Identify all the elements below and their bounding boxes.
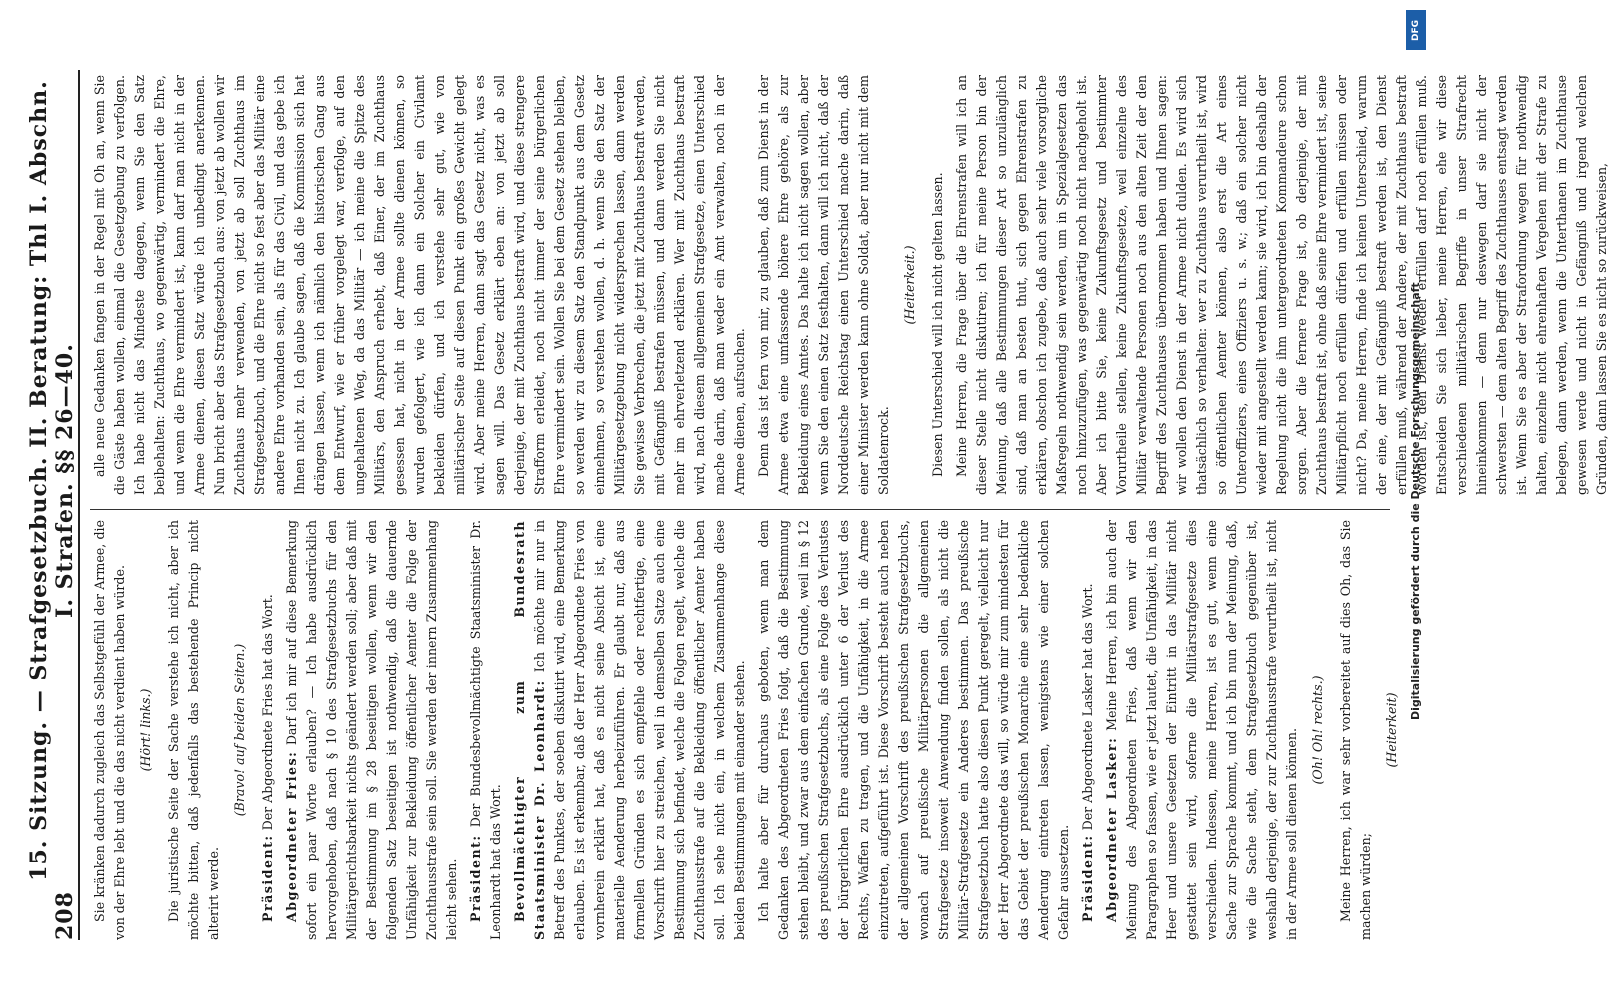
text-paragraph bbox=[754, 75, 894, 495]
stage-direction: (Oh! Oh! rechts.) bbox=[1310, 675, 1325, 785]
paragraph-text: Denn das ist fern von mir, zu glauben, daß zum Dienst in der Armee etwa eine umfassende höhere Ehre gehöre, als zur Bekleidung eines Amtes. Das halte ich nicht sagen wollen, aber wenn Sie den einen Satz festhalten, dann will ich nicht, daß der Norddeutsche Reichstag einen Unterschied mache darin, daß einer Minister werden kann ohne Soldat, aber nur nicht mit dem Soldatenrock. bbox=[756, 75, 891, 495]
text-paragraph bbox=[952, 75, 1612, 495]
speaker-name: Abgeordneter Lasker: bbox=[1104, 736, 1119, 922]
speaker-name: Präsident: bbox=[468, 834, 483, 922]
stage-direction: (Hört! links.) bbox=[138, 688, 153, 772]
page-title: 15. Sitzung. — Strafgesetzbuch. II. Beratung: Thl I. Abschn. I. Strafen. §§ 26—40. bbox=[26, 80, 78, 881]
paragraph-text: Diesen Unterschied will ich nicht gelten lassen. bbox=[930, 172, 945, 477]
paragraph-text: Meine Herren, ich war sehr vorbereitet auf dies Oh, das Sie machen würden; bbox=[1338, 520, 1373, 940]
text-column-right bbox=[90, 75, 1609, 495]
speaker-name: Präsident: bbox=[260, 834, 275, 922]
speech-paragraph bbox=[510, 520, 750, 940]
stage-direction: (Bravo! auf beiden Seiten.) bbox=[232, 643, 247, 817]
speech-paragraph bbox=[1078, 520, 1098, 940]
speech-paragraph bbox=[282, 520, 462, 940]
speech-paragraph bbox=[1102, 520, 1302, 940]
column-divider bbox=[90, 509, 1390, 510]
dfg-logo: DFG bbox=[1406, 10, 1426, 50]
paragraph-text: Der Bundesbevollmächtigte Staatsminister Dr. Leonhardt hat das Wort. bbox=[468, 520, 503, 940]
text-paragraph bbox=[90, 520, 130, 940]
text-paragraph bbox=[164, 520, 224, 940]
stage-direction: (Heiterkeit.) bbox=[902, 245, 917, 325]
text-column-left bbox=[90, 520, 1399, 940]
page-header bbox=[26, 70, 80, 940]
paragraph-text: Sie kränken dadurch zugleich das Selbstgefühl der Armee, die von der Ehre lebt und die das nicht verdient haben würde. bbox=[92, 520, 127, 940]
funding-note: Digitalisierung gefördert durch die Deutsche Forschungsgemeinschaft bbox=[1409, 282, 1422, 720]
paragraph-text: Ich halte aber für durchaus geboten, wenn man dem Gedanken des Abgeordneten Fries folgt, daß die Bestimmung stehen bleibt, und zwar aus dem einfachen Grunde, weil im § 12 des preußischen Strafgesetzbuchs, als eine Folge des Verlustes der bürgerlichen Ehre ausdrücklich unter 6 der Verlust des Rechts, Waffen zu tragen, und die Unfähigkeit, in die Armee einzutreten, aufgeführt ist. Diese Vorschrift besteht auch neben der allgemeinen Vorschrift des preußischen Strafgesetzbuchs, wonach auf preußische Militärpersonen die allgemeinen Strafgesetze insoweit Anwendung finden sollen, als nicht die Militär-Strafgesetze ein Anderes bestimmen. Das preußische Strafgesetzbuch hatte also diesen Punkt geregelt, vielleicht nur der Herr Abgeordnete das will, so würde mir zum mindesten für das Gebiet der preußischen Monarchie eine sehr bedenkliche Aenderung eintreten lassen, wenigstens wie einer solchen Gefahr aussetzen. bbox=[756, 520, 1071, 940]
paragraph-text: Der Abgeordnete Fries hat das Wort. bbox=[260, 594, 275, 831]
page-number: 208 bbox=[52, 891, 78, 940]
paragraph-text: Die juristische Seite der Sache verstehe ich nicht, aber ich möchte bitten, daß jedenfalls das bestehende Princip nicht alterirt werde. bbox=[166, 520, 221, 940]
stage-direction: (Heiterkeit) bbox=[1384, 692, 1399, 768]
speaker-name: Bevollmächtigter zum Bundesrath Staatsminister Dr. Leonhardt: bbox=[512, 520, 547, 940]
paragraph-text: Meine Herren, ich bin auch der Meinung des Abgeordneten Fries, daß wenn wir den Paragraphen so fassen, wie er jetzt lautet, die Unfähigkeit, in das Heer und unsere Gesetzen der Eintritt in das Militär nicht gestattet sein wird, soferne die Militärstrafgesetze dies verschieden. Indessen, meine Herren, ist es gut, wenn eine Sache zur Sprache kommt, und ich bin nun der Meinung, daß, wie die Sache steht, dem Strafgesetzbuch gegenüber ist, weshalb derjenige, der zur Zuchthausstrafe verurtheilt ist, nicht in der Armee soll dienen können. bbox=[1104, 520, 1299, 940]
paragraph-text: Ich möchte mir nur in Betreff des Punktes, der soeben diskutirt wird, eine Bemerkung erlauben. Es ist erkennbar, daß der Herr Abgeordnete Fries von vornherein erklärt hat, daß es nicht seine Absicht ist, eine materielle Aenderung herbeizuführen. Er glaubt nur, daß aus formellen Gründen es sich empfehle oder rechtfertige, eine Vorschrift hier zu streichen, weil in demselben Satze auch eine Bestimmung sich befindet, welche die Folgen regelt, welche die Zuchthausstrafe auf die Bekleidung öffentlicher Aemter haben soll. Ich sehe nicht ein, in welchem Zusammenhange diese beiden Bestimmungen mit einander stehen. bbox=[532, 520, 747, 940]
paragraph-text: Der Abgeordnete Lasker hat das Wort. bbox=[1080, 583, 1095, 831]
paragraph-text: Darf ich mir auf diese Bemerkung sofort ein paar Worte erlauben? — Ich habe ausdrücklich hervorgehoben, daß nach § 10 des Strafgesetzbuchs für den Militärgerichtsbarkeit nichts geändert werden soll; aber daß mit der Bestimmung im § 28 beseitigen wollen, wenn wir den folgenden Satz beseitigen ist nothwendig, daß die dauernde Unfähigkeit zur Bekleidung öffentlicher Aemter die Folge der Zuchthausstrafe sein soll. Sie werden der innern Zusammenhang leicht sehen. bbox=[284, 520, 459, 940]
digitization-note bbox=[1400, 0, 1432, 1000]
speaker-name: Präsident: bbox=[1080, 834, 1095, 922]
paragraph-text: Meine Herren, die Frage über die Ehrenstrafen will ich an dieser Stelle nicht diskutiren; ich für meine Person bin der Meinung, daß alle Bestimmungen dieser Art so unzulänglich sind, daß man an besten thut, sich gegen Ehrenstrafen zu erklären, obschon ich zugebe, daß auch sehr viele vorsorgliche Maßregeln nothwendig sein werden, um in Spezialgesetzen das noch hinzuzufügen, was gegenwärtig noch nicht nachgeholt ist. Aber ich bitte Sie, keine Zukunftsgesetz und bestimmter Vorurtheile stellen, keine Zukunftsgesetze, weil einzelne des Militär verwaltende Personen noch aus den alten Zeit der den Begriff des Zuchthauses übernommen haben und Ihnen sagen: wir wollen den Dienst in der Armee nicht dulden. Es wird sich thatsächlich so verhalten: wer zu Zuchthaus verurtheilt ist, wird so öffentlichen Aemter können, also erst die Art eines Unteroffiziers, eines Offiziers u. s. w.; daß ein solcher nicht wieder mit angestellt werden kann; sie wird, ich bin deshalb der Regelung nicht die ihm untergeordneten Kommandeure schon sorgen. Aber die fernere Frage ist, ob derjenige, der mit Zuchthaus bestraft ist, ohne daß seine Ehre vermindert ist, seine Militärpflicht noch erfüllen dürfen und erfüllen müssen oder nicht? Da, meine Herren, finde ich keinen Unterschied, warum der eine, der mit Gefängniß bestraft werden ist, den Dienst erfüllen muß, während der Andere, der mit Zuchthaus bestraft worden ist, den Dienst weder erfüllen darf noch erfüllen muß. Entscheiden Sie sich lieber, meine Herren, ehe wir diese verschiedenen militärischen Begriffe in unser Strafrecht hineinkommen — denn nur deswegen darf sie nicht der schwersten — dem alten Begriff des Zuchthauses entsagt werden ist. Wenn Sie es aber der Strafordnung wegen für nothwendig halten, einzelne nicht ehrenhaften Vergehen mit der Strafe zu belegen, dann werden, wenn die Unterthanen im Zuchthause gewesen werde und nicht in Gefängniß und irgend welchen Gründen, dann lassen Sie es nicht so zurückweisen, bbox=[954, 75, 1609, 495]
text-paragraph bbox=[1336, 520, 1376, 940]
text-paragraph bbox=[90, 75, 750, 495]
speaker-name: Abgeordneter Fries: bbox=[284, 750, 299, 922]
paragraph-text: alle neue Gedanken fangen in der Regel mit Oh an, wenn Sie die Gäste haben wollen, einmal die Gesetzgebung zu verfolgen. Ich habe nicht das Mindeste dagegen, wenn Sie den Satz beibehalten: Zuchthaus, wo gegenwärtig, vermindert die Ehre, und wenn die Ehre vermindert ist, kann darf man nicht in der Armee dienen, diesen Satz würde ich unbedingt anerkennen. Nun bricht aber das Strafgesetzbuch aus: von jetzt ab wollen wir Zuchthaus mehr verwenden, von jetzt ab soll Zuchthaus im Strafgesetzbuch, und die Ehre nicht so fest aber das Militär eine andere Ehre vorhanden sein, als für das Civil, und das gebe ich Ihnen nicht zu. Ich glaube sagen, daß die Kommission sich hat drängen lassen, wenn ich nämlich den historischen Gang aus dem Entwurf, wie er früher vorgelegt war, verfolge, auf den ungehaltenen Weg, da das Militär — ich meine die Spitze des Militärs, den Anspruch erhebt, daß Einer, der im Zuchthaus gesessen hat, nicht in der Armee sollte dienen können, so wurden gefolgert, wie ich dann ein Solcher ein Civilamt bekleiden dürfen, und ich verstehe sehr gut, wie von militärischer Seite auf diesen Punkt ein großes Gewicht gelegt wird. Aber meine Herren, dann sagt das Gesetz nicht, was es sagen will. Das Gesetz erklärt eben an: von jetzt ab soll derjenige, der mit Zuchthaus bestraft wird, und diese strengere Strafform erleidet, noch nicht immer der seine bürgerlichen Ehre vermindert sein. Wollen Sie bei dem Gesetz stehen bleiben, so werden wir zu diesem Satz den Standpunkt aus dem Gesetz einnehmen, so verstehen wollen, d. h. wenn Sie den Satz der Militärgesetzgebung nicht widersprechen lassen, dann werden Sie gewisse Verbrechen, die jetzt mit Zuchthaus bestraft werden, mit Gefängniß bestrafen müssen, und dann werden Sie nicht mehr im ehrverletzend erklären. Wer mit Zuchthaus bestraft wird, nach diesem allgemeinen Strafgesetze, einen Unterschied mache darin, daß man weder ein Amt verwalten, noch in der Armee dienen, aufsuchen. bbox=[92, 75, 747, 495]
text-paragraph bbox=[928, 75, 948, 495]
speech-paragraph bbox=[466, 520, 506, 940]
text-paragraph bbox=[754, 520, 1074, 940]
speech-paragraph bbox=[258, 520, 278, 940]
